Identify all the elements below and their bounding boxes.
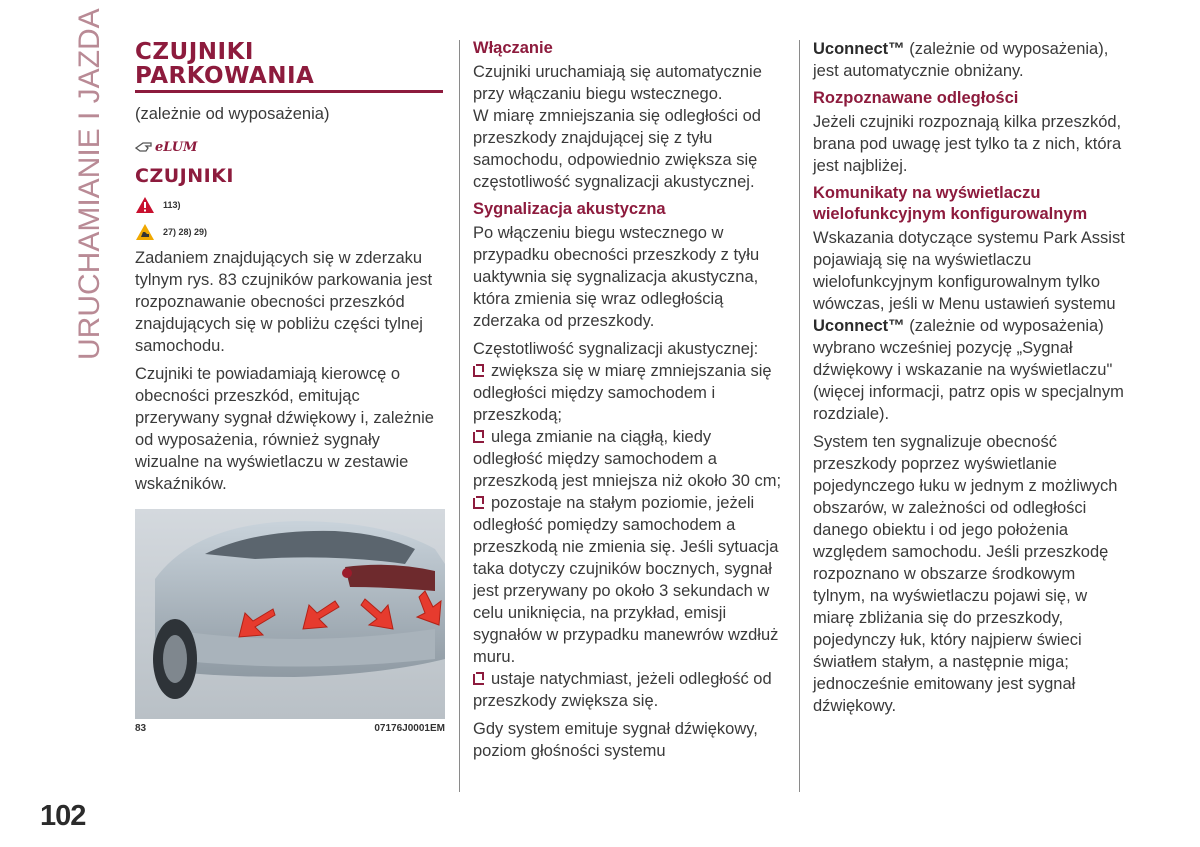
paragraph-text: (zależnie od wyposażenia) wybrano wcześniej pozycję „Sygnał dźwiękowy i wskazanie na wyświetlaczu" (więcej informacji, patrz opis w specjalnym rozdziale). [813, 317, 1124, 423]
paragraph [813, 227, 1125, 425]
paragraph-text: (zależnie od wyposażenia), jest automatycznie obniżany. [813, 40, 1109, 80]
list-item [473, 668, 785, 712]
column-middle [473, 38, 785, 768]
brand-name: Uconnect™ [813, 317, 905, 335]
caution-hand-icon [135, 223, 155, 241]
caution-refs: 27) 28) 29) [163, 227, 208, 237]
warning-triangle-icon [135, 196, 155, 214]
paragraph: Czujniki uruchamiają się automatycznie przy włączaniu biegu wstecznego. [473, 63, 762, 103]
paragraph: Częstotliwość sygnalizacji akustycznej: [473, 340, 759, 358]
paragraph: Jeżeli czujniki rozpoznają kilka przeszkód, brana pod uwagę jest tylko ta z nich, która jest najbliżej. [813, 113, 1122, 175]
title-underline [135, 90, 443, 93]
warning-refs: 113) [163, 200, 181, 210]
list-item [473, 426, 785, 492]
section-subtitle: CZUJNIKI [135, 165, 234, 187]
page-title [135, 40, 445, 88]
list-item-text: ustaje natychmiast, jeżeli odległość od przeszkody zwiększa się. [473, 670, 772, 710]
column-divider [799, 40, 800, 792]
brand-name: Uconnect™ [813, 40, 905, 58]
heading-activation: Włączanie [473, 39, 553, 57]
list-item [473, 492, 785, 668]
eco-logo-icon [135, 133, 445, 155]
checkbox-bullet-icon [473, 432, 484, 443]
paragraph: Czujniki te powiadamiają kierowcę o obecności przeszkód, emitując przerywany sygnał dźwiękowy i, zależnie od wyposażenia, również sygnały wizualne na wyświetlaczu w zestawie wskaźników. [135, 365, 434, 493]
page-number: 102 [40, 800, 86, 832]
paragraph: Po włączeniu biegu wstecznego w przypadku obecności przeszkody z tyłu uaktywnia się sygnalizacja akustyczna, która zmienia się wraz odległością zderzaka od przeszkody. [473, 224, 760, 330]
paragraph [813, 38, 1125, 82]
paragraph: W miarę zmniejszania się odległości od przeszkody znajdującej się z tyłu samochodu, odpowiednio zwiększa się częstotliwość sygnalizacji akustycznej. [473, 107, 761, 191]
column-left [135, 38, 445, 734]
figure-code: 07176J0001EM [374, 723, 445, 734]
paragraph: Gdy system emituje sygnał dźwiękowy, poziom głośności systemu [473, 720, 758, 760]
paragraph: System ten sygnalizuje obecność przeszkody poprzez wyświetlanie pojedynczego łuku w jednym z możliwych obszarów, w zależności od odległości danego obiektu i od jego położenia względem samochodu. Jeśli przeszkodę rozpoznano w obszarze środkowym tylnym, na wyświetlaczu pojawi się, w miarę zbliżania się do przeszkody, pojedynczy łuk, który najpierw świeci światłem stałym, a następnie miga; jednocześnie emitowany jest sygnał dźwiękowy. [813, 433, 1118, 715]
checkbox-bullet-icon [473, 674, 484, 685]
checkbox-bullet-icon [473, 498, 484, 509]
paragraph-text: Wskazania dotyczące systemu Park Assist pojawiają się na wyświetlaczu wielofunkcyjnym konfigurowalnym tylko wówczas, jeśli w Menu ustawień systemu [813, 229, 1125, 313]
list-item-text: zwiększa się w miarę zmniejszania się odległości między samochodem i przeszkodą; [473, 362, 772, 424]
availability-note: (zależnie od wyposażenia) [135, 105, 330, 123]
title-line-1: CZUJNIKI [135, 39, 254, 65]
column-right [813, 38, 1125, 723]
list-item-text: pozostaje na stałym poziomie, jeżeli odległość pomiędzy samochodem a przeszkodą nie zmienia się. Jeśli sytuacja taka dotyczy czujników bocznych, sygnał jest przerywany po około 3 sekundach w celu uniknięcia, na przykład, emisji sygnałów w przypadku manewrów wzdłuż muru. [473, 494, 779, 666]
heading-detected-distances: Rozpoznawane odległości [813, 89, 1019, 107]
car-rear-sensors-figure [135, 509, 445, 719]
warning-reference [135, 193, 445, 217]
list-item [473, 360, 785, 426]
caution-reference [135, 220, 445, 244]
figure-number: 83 [135, 723, 147, 734]
title-line-2: PARKOWANIA [135, 63, 315, 89]
heading-display-messages: Komunikaty na wyświetlaczu wielofunkcyjnym konfigurowalnym [813, 184, 1088, 223]
list-item-text: ulega zmianie na ciągłą, kiedy odległość między samochodem a przeszkodą jest mniejsza niż około 30 cm; [473, 428, 782, 490]
paragraph: Zadaniem znajdujących się w zderzaku tylnym rys. 83 czujników parkowania jest rozpoznawanie obecności przeszkód znajdujących się w pobliżu części tylnej samochodu. [135, 249, 433, 355]
eco-logo-text: eLUM [155, 140, 198, 155]
heading-acoustic-signal: Sygnalizacja akustyczna [473, 200, 666, 218]
figure-caption [135, 723, 445, 734]
column-divider [459, 40, 460, 792]
section-side-title: URUCHAMIANIE I JAZDA [73, 8, 106, 360]
checkbox-bullet-icon [473, 366, 484, 377]
